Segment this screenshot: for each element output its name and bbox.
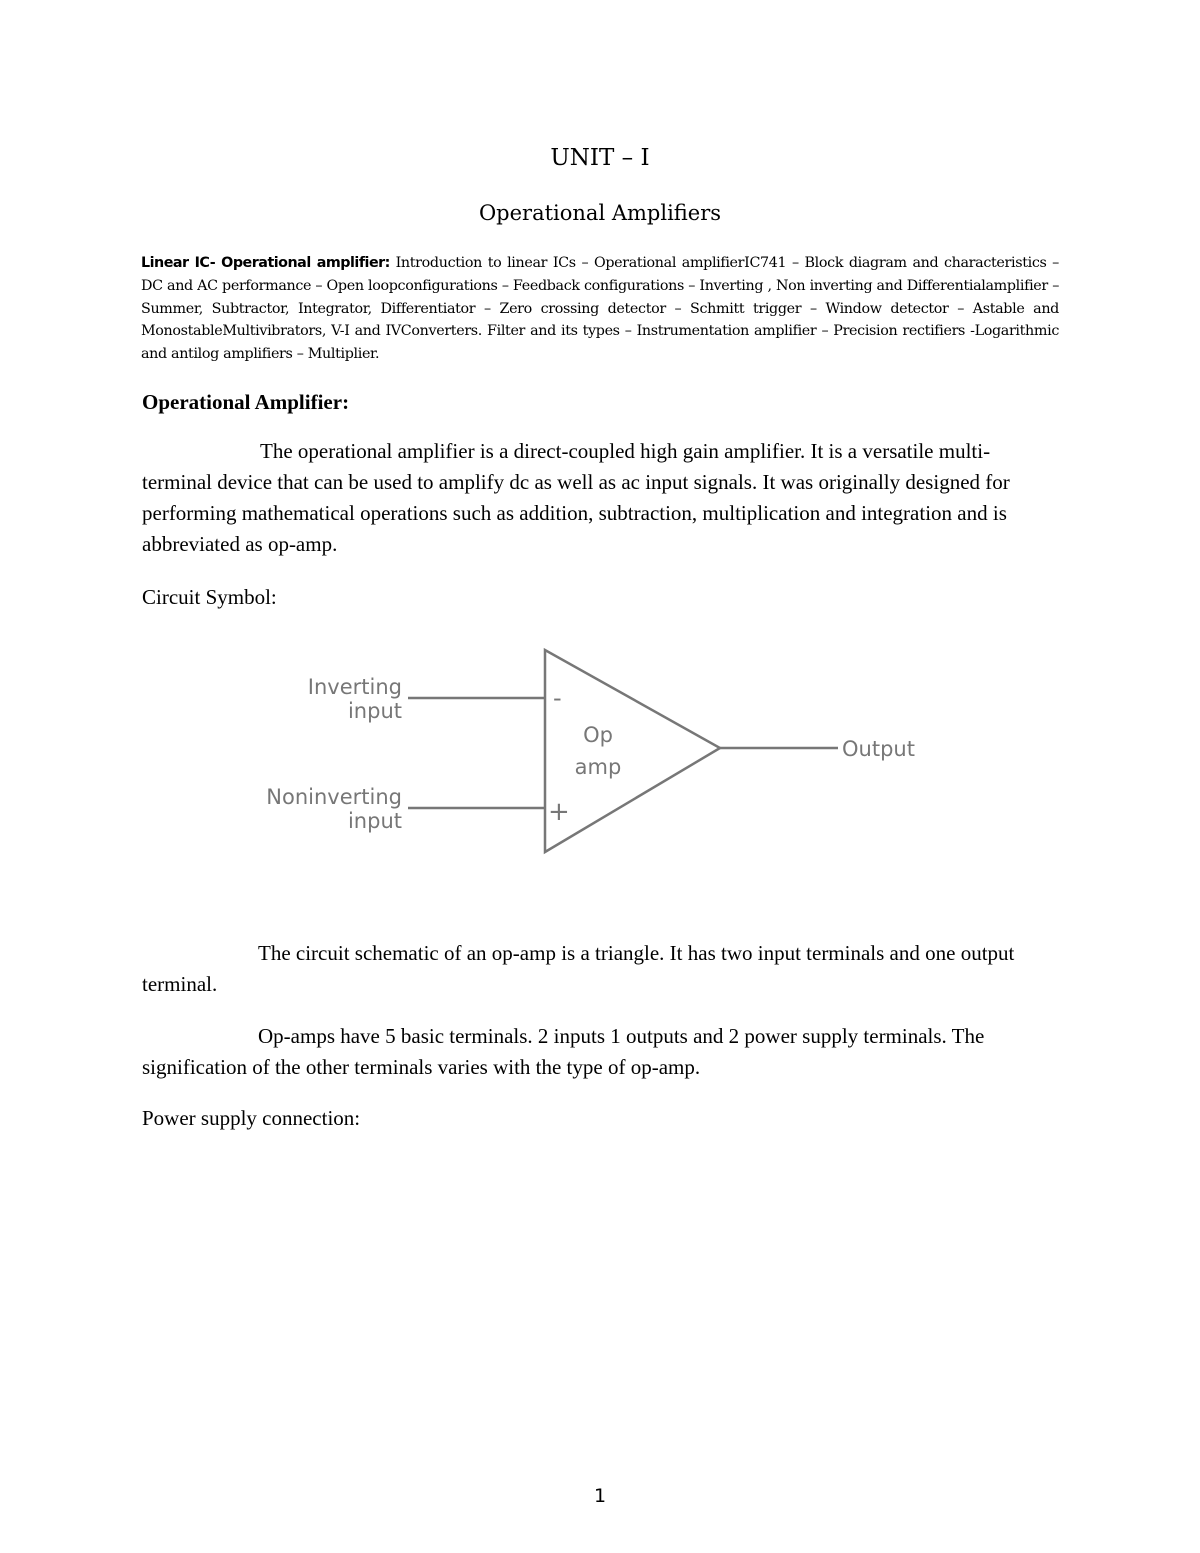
noninverting-label-line-1: Noninverting	[266, 785, 402, 809]
terminals-paragraph: Op-amps have 5 basic terminals. 2 inputs 1 outputs and 2 power supply terminals. The signification of the other terminals varies with the type of op-amp.	[142, 1024, 985, 1079]
op-amp-label-line-1: Op	[583, 723, 613, 747]
intro-paragraph: The operational amplifier is a direct-coupled high gain amplifier. It is a versatile multi-terminal device that can be used to amplify dc as well as ac input signals. It was originally designed for performing mathematical operations such as addition, subtraction, multiplication and integration and is abbreviated as op-amp.	[142, 439, 1010, 556]
section-title: Operational Amplifiers	[478, 201, 722, 225]
op-amp-circuit-diagram	[250, 640, 950, 870]
power-supply-caption: Power supply connection:	[142, 1106, 361, 1130]
unit-title: UNIT – I	[550, 145, 650, 171]
output-label: Output	[842, 737, 915, 761]
syllabus-label: Linear IC- Operational amplifier:	[141, 255, 390, 271]
schematic-paragraph: The circuit schematic of an op-amp is a triangle. It has two input terminals and one output terminal.	[142, 941, 1015, 996]
syllabus-text: Introduction to linear ICs – Operational amplifierIC741 – Block diagram and characteristics – DC and AC performance – Open loopconfigurations – Feedback configurations – Inverting , Non inverting and Differentialamplifier – Summer, Subtractor, Integrator, Differentiator – Zero crossing detector – Schmitt trigger – Window detector – Astable and MonostableMultivibrators, V-I and IVConverters. Filter and its types – Instrumentation amplifier – Precision rectifiers -Logarithmic and antilog amplifiers – Multiplier.	[141, 255, 1059, 363]
diagram-lines	[408, 650, 838, 852]
page-number: 1	[593, 1485, 607, 1507]
circuit-symbol-caption: Circuit Symbol:	[142, 585, 277, 609]
op-amp-label-line-2: amp	[574, 755, 622, 779]
noninverting-label-line-2: input	[347, 809, 402, 833]
op-amp-triangle	[545, 650, 720, 852]
minus-sign: -	[553, 684, 562, 712]
heading-operational-amplifier: Operational Amplifier:	[142, 390, 350, 414]
syllabus-paragraph	[141, 252, 1059, 366]
plus-sign: +	[548, 797, 570, 827]
inverting-label-line-1: Inverting	[307, 675, 402, 699]
inverting-label-line-2: input	[347, 699, 402, 723]
